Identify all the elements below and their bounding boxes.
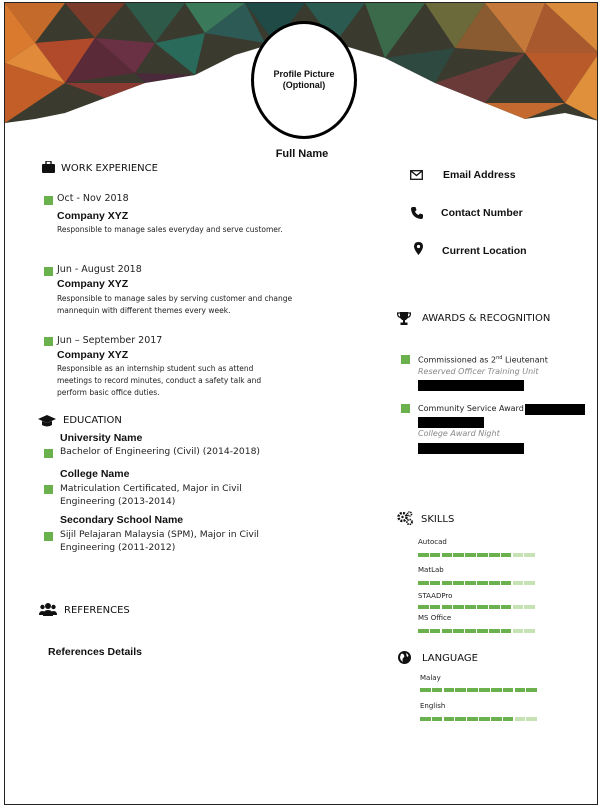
language-name-2: English xyxy=(420,702,446,710)
skill-bar-2 xyxy=(418,581,535,585)
work-company-2: Company XYZ xyxy=(57,278,129,290)
level-segment xyxy=(465,605,476,609)
work-date-2: Jun - August 2018 xyxy=(57,264,142,275)
education-heading: EDUCATION xyxy=(63,415,122,426)
award-title-1: Commissioned as 2nd Lieutenant xyxy=(418,355,548,365)
level-segment xyxy=(489,605,500,609)
skill-bar-3 xyxy=(418,605,535,609)
level-segment xyxy=(430,553,441,557)
level-segment xyxy=(477,629,488,633)
level-segment xyxy=(430,629,441,633)
level-segment xyxy=(467,688,478,692)
level-segment xyxy=(503,688,514,692)
awards-heading: AWARDS & RECOGNITION xyxy=(422,313,551,324)
work-experience-heading: WORK EXPERIENCE xyxy=(61,163,158,174)
education-bullet xyxy=(44,532,53,541)
graduation-cap-icon xyxy=(38,415,56,427)
level-segment xyxy=(526,688,537,692)
redaction-bar xyxy=(418,417,484,428)
work-desc-1: Responsible to manage sales everyday and serve customer. xyxy=(57,225,283,234)
work-date-1: Oct - Nov 2018 xyxy=(57,193,129,204)
level-segment xyxy=(524,553,535,557)
skill-name-2: MatLab xyxy=(418,566,444,574)
profile-picture-placeholder[interactable] xyxy=(251,21,357,139)
phone-icon xyxy=(411,207,423,219)
skill-name-1: Autocad xyxy=(418,538,447,546)
redaction-bar xyxy=(418,443,524,454)
work-company-1: Company XYZ xyxy=(57,210,129,222)
level-segment xyxy=(442,553,453,557)
trophy-icon xyxy=(397,312,411,325)
resume-page xyxy=(4,2,598,805)
level-segment xyxy=(489,629,500,633)
gears-icon xyxy=(397,511,413,525)
level-segment xyxy=(467,717,478,721)
education-detail-3: Sijil Pelajaran Malaysia (SPM), Major in Civil Engineering (2011-2012) xyxy=(60,529,259,553)
skills-heading: SKILLS xyxy=(421,514,455,525)
email-address[interactable]: Email Address xyxy=(443,169,516,181)
level-segment xyxy=(513,605,524,609)
contact-number[interactable]: Contact Number xyxy=(441,207,523,219)
level-segment xyxy=(524,581,535,585)
work-company-3: Company XYZ xyxy=(57,349,129,361)
work-date-3: Jun – September 2017 xyxy=(57,335,163,346)
level-segment xyxy=(420,717,431,721)
level-segment xyxy=(442,581,453,585)
level-segment xyxy=(515,717,526,721)
profile-picture-label: Profile Picture xyxy=(273,69,335,79)
skill-name-3: STAADPro xyxy=(418,592,453,600)
education-detail-1: Bachelor of Engineering (Civil) (2014-2018) xyxy=(60,446,260,457)
level-segment xyxy=(501,605,512,609)
level-segment xyxy=(477,605,488,609)
users-icon xyxy=(39,602,57,616)
level-segment xyxy=(465,581,476,585)
award-bullet xyxy=(401,404,410,413)
level-segment xyxy=(513,553,524,557)
skill-bar-4 xyxy=(418,629,535,633)
education-school-3: Secondary School Name xyxy=(60,514,184,526)
redaction-bar xyxy=(525,404,585,415)
education-bullet xyxy=(44,449,53,458)
level-segment xyxy=(418,553,429,557)
level-segment xyxy=(491,717,502,721)
award-title-2: Community Service Award xyxy=(418,404,524,413)
globe-icon xyxy=(398,651,411,664)
work-bullet xyxy=(44,267,53,276)
level-segment xyxy=(501,581,512,585)
level-segment xyxy=(513,629,524,633)
level-segment xyxy=(430,581,441,585)
language-name-1: Malay xyxy=(420,674,441,682)
education-detail-2: Matriculation Certificated, Major in Civil Engineering (2013-2014) xyxy=(60,483,242,507)
profile-picture-optional: (Optional) xyxy=(282,80,326,90)
level-segment xyxy=(465,553,476,557)
work-desc-3: Responsible as an internship student such as attend meetings to record minutes, conduct a safety talk and perform basic office duties. xyxy=(57,364,262,397)
level-segment xyxy=(479,717,490,721)
level-segment xyxy=(503,717,514,721)
education-school-2: College Name xyxy=(60,468,130,480)
level-segment xyxy=(524,605,535,609)
level-segment xyxy=(418,605,429,609)
level-segment xyxy=(501,629,512,633)
level-segment xyxy=(444,688,455,692)
level-segment xyxy=(455,688,466,692)
level-segment xyxy=(430,605,441,609)
level-segment xyxy=(420,688,431,692)
level-segment xyxy=(524,629,535,633)
level-segment xyxy=(453,581,464,585)
level-segment xyxy=(453,629,464,633)
work-desc-2: Responsible to manage sales by serving customer and change mannequin with different themes every week. xyxy=(57,294,293,315)
references-heading: REFERENCES xyxy=(64,605,130,616)
level-segment xyxy=(432,688,443,692)
award-sub-2: College Award Night xyxy=(418,429,500,438)
location-pin-icon xyxy=(414,242,423,255)
level-segment xyxy=(453,605,464,609)
level-segment xyxy=(513,581,524,585)
level-segment xyxy=(418,581,429,585)
education-bullet xyxy=(44,485,53,494)
level-segment xyxy=(515,688,526,692)
level-segment xyxy=(479,688,490,692)
envelope-icon xyxy=(410,170,423,180)
briefcase-icon xyxy=(42,161,55,173)
level-segment xyxy=(477,553,488,557)
level-segment xyxy=(442,605,453,609)
level-segment xyxy=(453,553,464,557)
level-segment xyxy=(477,581,488,585)
level-segment xyxy=(465,629,476,633)
level-segment xyxy=(489,581,500,585)
work-bullet xyxy=(44,196,53,205)
level-segment xyxy=(418,629,429,633)
level-segment xyxy=(455,717,466,721)
level-segment xyxy=(444,717,455,721)
language-heading: LANGUAGE xyxy=(422,653,478,664)
language-bar-1 xyxy=(420,688,537,692)
skill-name-4: MS Office xyxy=(418,614,452,622)
level-segment xyxy=(442,629,453,633)
language-bar-2 xyxy=(420,717,537,721)
level-segment xyxy=(501,553,512,557)
level-segment xyxy=(526,717,537,721)
level-segment xyxy=(489,553,500,557)
references-details: References Details xyxy=(48,646,142,658)
level-segment xyxy=(491,688,502,692)
current-location: Current Location xyxy=(442,245,527,257)
level-segment xyxy=(432,717,443,721)
education-school-1: University Name xyxy=(60,432,143,444)
work-bullet xyxy=(44,337,53,346)
award-sub-1: Reserved Officer Training Unit xyxy=(418,367,539,376)
skill-bar-1 xyxy=(418,553,535,557)
redaction-bar xyxy=(418,380,524,391)
award-bullet xyxy=(401,355,410,364)
full-name: Full Name xyxy=(275,148,329,160)
